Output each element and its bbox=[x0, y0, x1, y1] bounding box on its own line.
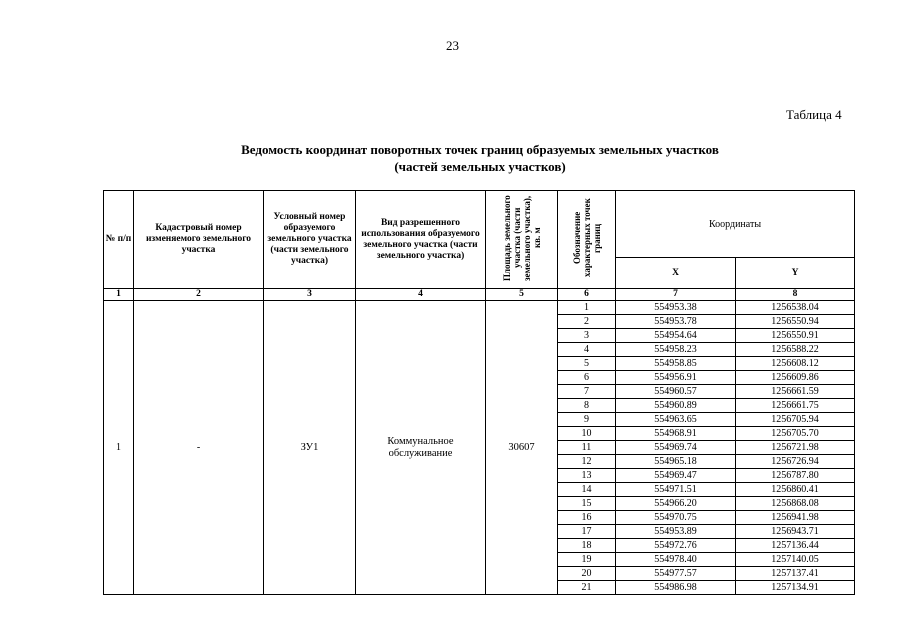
table-label: Таблица 4 bbox=[786, 107, 842, 122]
point-number: 16 bbox=[558, 511, 616, 525]
coord-y: 1256726.94 bbox=[736, 455, 855, 469]
coord-x: 554953.78 bbox=[616, 315, 736, 329]
coord-x: 554960.89 bbox=[616, 399, 736, 413]
parcel-conditional-number: ЗУ1 bbox=[264, 301, 356, 595]
column-number: 2 bbox=[134, 289, 264, 301]
header-num: № п/п bbox=[104, 191, 134, 289]
point-number: 11 bbox=[558, 441, 616, 455]
table-row bbox=[104, 301, 855, 315]
point-number: 21 bbox=[558, 581, 616, 595]
header-x: X bbox=[616, 258, 736, 289]
point-number: 20 bbox=[558, 567, 616, 581]
column-number: 5 bbox=[486, 289, 558, 301]
coord-y: 1257140.05 bbox=[736, 553, 855, 567]
coord-x: 554971.51 bbox=[616, 483, 736, 497]
coord-x: 554972.76 bbox=[616, 539, 736, 553]
coord-x: 554978.40 bbox=[616, 553, 736, 567]
point-number: 1 bbox=[558, 301, 616, 315]
header-area: Площадь земельного участка (части земельного участка), кв. м bbox=[501, 194, 542, 281]
coord-y: 1257136.44 bbox=[736, 539, 855, 553]
parcel-num: 1 bbox=[104, 301, 134, 595]
title-line-2: (частей земельных участков) bbox=[394, 159, 566, 174]
coord-y: 1256868.08 bbox=[736, 497, 855, 511]
coord-x: 554965.18 bbox=[616, 455, 736, 469]
table-body bbox=[104, 301, 855, 595]
column-numbers-row bbox=[104, 289, 855, 301]
coord-x: 554953.38 bbox=[616, 301, 736, 315]
title-line-1: Ведомость координат поворотных точек границ образуемых земельных участков bbox=[241, 142, 719, 157]
header-coordinates: Координаты bbox=[616, 191, 855, 258]
coord-x: 554958.85 bbox=[616, 357, 736, 371]
coord-y: 1256550.94 bbox=[736, 315, 855, 329]
coord-y: 1256705.70 bbox=[736, 427, 855, 441]
column-number: 6 bbox=[558, 289, 616, 301]
coord-y: 1256609.86 bbox=[736, 371, 855, 385]
coordinates-table bbox=[103, 190, 855, 595]
coord-x: 554977.57 bbox=[616, 567, 736, 581]
column-number: 7 bbox=[616, 289, 736, 301]
point-number: 6 bbox=[558, 371, 616, 385]
coord-y: 1256661.75 bbox=[736, 399, 855, 413]
coord-x: 554966.20 bbox=[616, 497, 736, 511]
coord-y: 1257137.41 bbox=[736, 567, 855, 581]
coord-y: 1256721.98 bbox=[736, 441, 855, 455]
point-number: 9 bbox=[558, 413, 616, 427]
point-number: 2 bbox=[558, 315, 616, 329]
coord-y: 1256941.98 bbox=[736, 511, 855, 525]
coord-x: 554969.47 bbox=[616, 469, 736, 483]
coord-y: 1256860.41 bbox=[736, 483, 855, 497]
column-number: 3 bbox=[264, 289, 356, 301]
coord-y: 1256608.12 bbox=[736, 357, 855, 371]
coord-y: 1256705.94 bbox=[736, 413, 855, 427]
point-number: 15 bbox=[558, 497, 616, 511]
parcel-cadastral: - bbox=[134, 301, 264, 595]
coord-y: 1256550.91 bbox=[736, 329, 855, 343]
point-number: 3 bbox=[558, 329, 616, 343]
page-number: 23 bbox=[446, 38, 459, 53]
header-point-designation: Обозначение характерных точек границ bbox=[571, 198, 602, 277]
coord-x: 554970.75 bbox=[616, 511, 736, 525]
header-conditional-number: Условный номер образуемого земельного участка (части земельного участка) bbox=[264, 191, 356, 289]
column-number: 4 bbox=[356, 289, 486, 301]
document-title bbox=[130, 141, 830, 175]
coord-x: 554958.23 bbox=[616, 343, 736, 357]
coord-y: 1256661.59 bbox=[736, 385, 855, 399]
parcel-permitted-use: Коммунальное обслуживание bbox=[356, 301, 486, 595]
header-permitted-use: Вид разрешенного использования образуемого земельного участка (части земельного участка) bbox=[356, 191, 486, 289]
coord-x: 554960.57 bbox=[616, 385, 736, 399]
point-number: 18 bbox=[558, 539, 616, 553]
header-cadastral: Кадастровый номер изменяемого земельного участка bbox=[134, 191, 264, 289]
coord-y: 1256787.80 bbox=[736, 469, 855, 483]
coord-x: 554963.65 bbox=[616, 413, 736, 427]
header-area-cell bbox=[486, 191, 558, 289]
point-number: 7 bbox=[558, 385, 616, 399]
point-number: 10 bbox=[558, 427, 616, 441]
point-number: 14 bbox=[558, 483, 616, 497]
coord-x: 554969.74 bbox=[616, 441, 736, 455]
coord-x: 554953.89 bbox=[616, 525, 736, 539]
coord-x: 554956.91 bbox=[616, 371, 736, 385]
point-number: 5 bbox=[558, 357, 616, 371]
column-number: 1 bbox=[104, 289, 134, 301]
header-point-designation-cell bbox=[558, 191, 616, 289]
coord-y: 1256588.22 bbox=[736, 343, 855, 357]
point-number: 13 bbox=[558, 469, 616, 483]
coord-x: 554954.64 bbox=[616, 329, 736, 343]
point-number: 4 bbox=[558, 343, 616, 357]
point-number: 8 bbox=[558, 399, 616, 413]
coord-x: 554986.98 bbox=[616, 581, 736, 595]
point-number: 19 bbox=[558, 553, 616, 567]
coord-x: 554968.91 bbox=[616, 427, 736, 441]
coord-y: 1257134.91 bbox=[736, 581, 855, 595]
coord-y: 1256943.71 bbox=[736, 525, 855, 539]
column-number: 8 bbox=[736, 289, 855, 301]
parcel-area: 30607 bbox=[486, 301, 558, 595]
point-number: 12 bbox=[558, 455, 616, 469]
coord-y: 1256538.04 bbox=[736, 301, 855, 315]
point-number: 17 bbox=[558, 525, 616, 539]
header-y: Y bbox=[736, 258, 855, 289]
